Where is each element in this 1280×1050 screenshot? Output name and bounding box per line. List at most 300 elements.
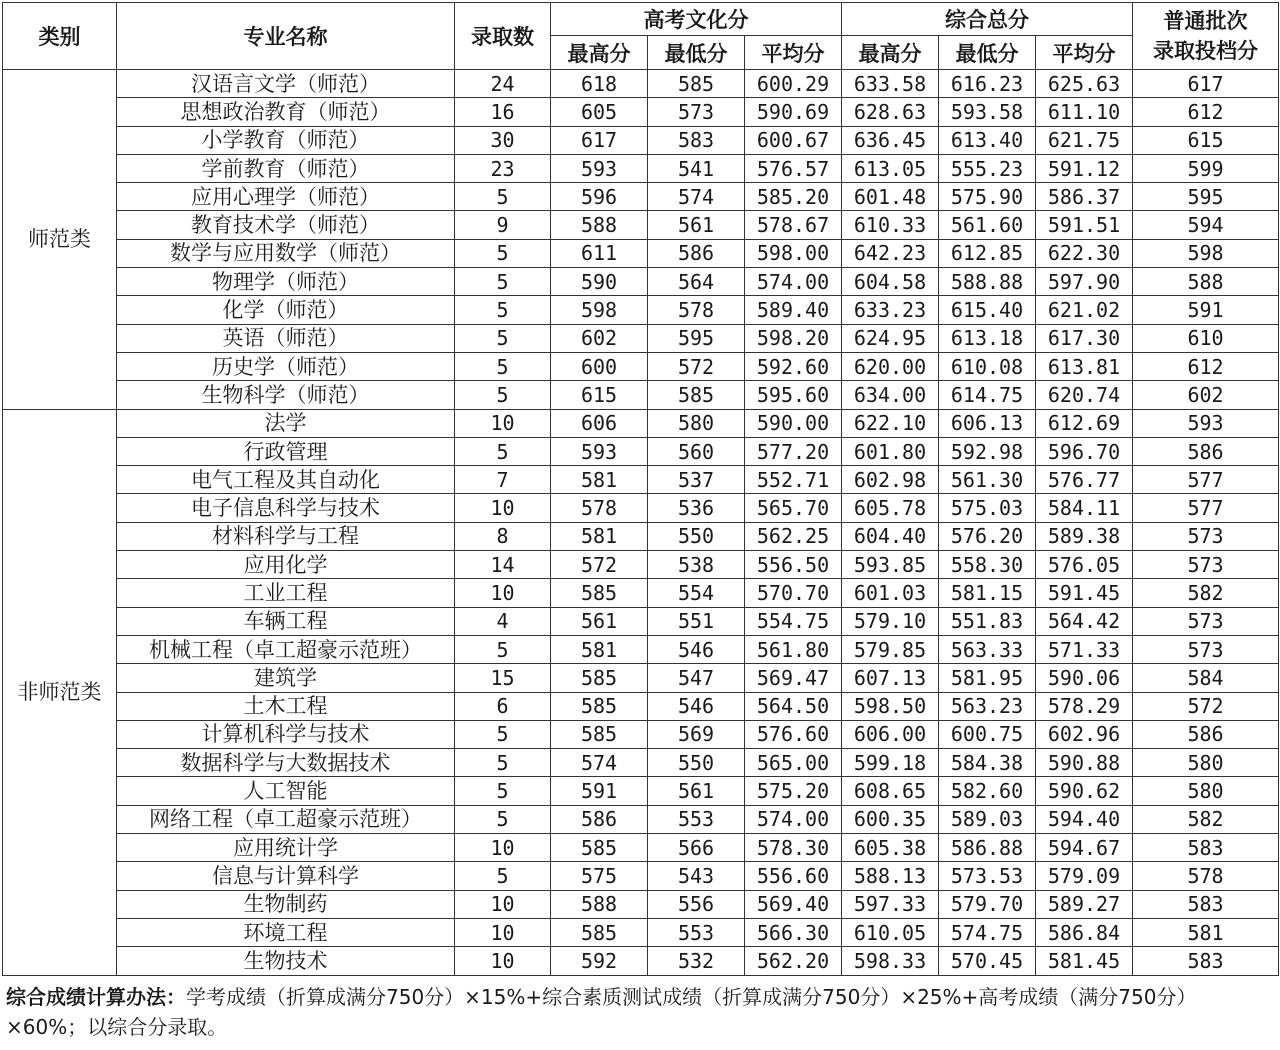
- composite-avg-cell: 594.40: [1036, 805, 1133, 833]
- gaokao-max-cell: 598: [551, 296, 648, 324]
- composite-max-cell: 607.13: [842, 664, 939, 692]
- composite-avg-cell: 576.05: [1036, 551, 1133, 579]
- table-row: [3, 522, 1279, 550]
- gaokao-min-cell: 561: [648, 777, 745, 805]
- batch-score-cell: 598: [1133, 239, 1279, 267]
- gaokao-max-cell: 586: [551, 805, 648, 833]
- gaokao-min-cell: 551: [648, 607, 745, 635]
- table-row: [3, 692, 1279, 720]
- composite-min-cell: 613.40: [939, 126, 1036, 154]
- header-gaokao-max: 最高分: [551, 36, 648, 70]
- composite-min-cell: 589.03: [939, 805, 1036, 833]
- major-cell: 化学（师范）: [117, 296, 455, 324]
- header-composite-min: 最低分: [939, 36, 1036, 70]
- gaokao-min-cell: 537: [648, 466, 745, 494]
- composite-min-cell: 575.90: [939, 183, 1036, 211]
- composite-max-cell: 620.00: [842, 352, 939, 380]
- admitted-cell: 23: [455, 154, 551, 182]
- table-row: [3, 409, 1279, 437]
- gaokao-avg-cell: 554.75: [745, 607, 842, 635]
- table-row: [3, 918, 1279, 946]
- table-row: [3, 126, 1279, 154]
- header-batch-score: [1133, 3, 1279, 70]
- gaokao-avg-cell: 600.67: [745, 126, 842, 154]
- batch-score-cell: 595: [1133, 183, 1279, 211]
- admitted-cell: 5: [455, 324, 551, 352]
- major-cell: 计算机科学与技术: [117, 720, 455, 748]
- gaokao-min-cell: 550: [648, 749, 745, 777]
- gaokao-avg-cell: 598.00: [745, 239, 842, 267]
- composite-min-cell: 570.45: [939, 947, 1036, 975]
- composite-avg-cell: 586.37: [1036, 183, 1133, 211]
- admitted-cell: 5: [455, 862, 551, 890]
- major-cell: 电子信息科学与技术: [117, 494, 455, 522]
- admitted-cell: 8: [455, 522, 551, 550]
- gaokao-max-cell: 585: [551, 720, 648, 748]
- table-row: [3, 494, 1279, 522]
- gaokao-max-cell: 561: [551, 607, 648, 635]
- composite-max-cell: 608.65: [842, 777, 939, 805]
- composite-avg-cell: 611.10: [1036, 98, 1133, 126]
- batch-score-cell: 583: [1133, 947, 1279, 975]
- major-cell: 应用统计学: [117, 834, 455, 862]
- gaokao-avg-cell: 574.00: [745, 268, 842, 296]
- table-row: [3, 70, 1279, 98]
- major-cell: 生物科学（师范）: [117, 381, 455, 409]
- major-cell: 土木工程: [117, 692, 455, 720]
- header-composite-group: 综合总分: [842, 3, 1133, 36]
- gaokao-max-cell: 615: [551, 381, 648, 409]
- major-cell: 人工智能: [117, 777, 455, 805]
- admitted-cell: 5: [455, 777, 551, 805]
- gaokao-avg-cell: 564.50: [745, 692, 842, 720]
- gaokao-min-cell: 561: [648, 211, 745, 239]
- major-cell: 生物制药: [117, 890, 455, 918]
- major-cell: 行政管理: [117, 437, 455, 465]
- gaokao-min-cell: 553: [648, 805, 745, 833]
- major-cell: 数据科学与大数据技术: [117, 749, 455, 777]
- gaokao-min-cell: 547: [648, 664, 745, 692]
- admission-score-table: [2, 2, 1279, 976]
- gaokao-max-cell: 591: [551, 777, 648, 805]
- category-cell: 非师范类: [3, 409, 117, 975]
- composite-max-cell: 593.85: [842, 551, 939, 579]
- composite-avg-cell: 621.75: [1036, 126, 1133, 154]
- composite-avg-cell: 612.69: [1036, 409, 1133, 437]
- admitted-cell: 5: [455, 296, 551, 324]
- gaokao-avg-cell: 562.25: [745, 522, 842, 550]
- category-cell: 师范类: [3, 70, 117, 410]
- composite-avg-cell: 625.63: [1036, 70, 1133, 98]
- gaokao-max-cell: 585: [551, 664, 648, 692]
- gaokao-max-cell: 593: [551, 154, 648, 182]
- composite-max-cell: 601.80: [842, 437, 939, 465]
- table-header: [3, 3, 1279, 70]
- composite-min-cell: 612.85: [939, 239, 1036, 267]
- gaokao-avg-cell: 592.60: [745, 352, 842, 380]
- calculation-footnote: [6, 982, 1268, 1042]
- gaokao-max-cell: 605: [551, 98, 648, 126]
- batch-score-cell: 581: [1133, 918, 1279, 946]
- table-row: [3, 635, 1279, 663]
- batch-score-cell: 583: [1133, 890, 1279, 918]
- composite-min-cell: 582.60: [939, 777, 1036, 805]
- table-row: [3, 749, 1279, 777]
- composite-min-cell: 615.40: [939, 296, 1036, 324]
- composite-min-cell: 614.75: [939, 381, 1036, 409]
- composite-max-cell: 605.38: [842, 834, 939, 862]
- table-row: [3, 579, 1279, 607]
- composite-max-cell: 628.63: [842, 98, 939, 126]
- composite-max-cell: 600.35: [842, 805, 939, 833]
- composite-max-cell: 624.95: [842, 324, 939, 352]
- composite-min-cell: 586.88: [939, 834, 1036, 862]
- gaokao-min-cell: 541: [648, 154, 745, 182]
- table-row: [3, 720, 1279, 748]
- major-cell: 物理学（师范）: [117, 268, 455, 296]
- gaokao-avg-cell: 590.69: [745, 98, 842, 126]
- gaokao-avg-cell: 598.20: [745, 324, 842, 352]
- gaokao-max-cell: 611: [551, 239, 648, 267]
- composite-min-cell: 574.75: [939, 918, 1036, 946]
- batch-score-cell: 580: [1133, 777, 1279, 805]
- header-composite-avg: 平均分: [1036, 36, 1133, 70]
- gaokao-max-cell: 572: [551, 551, 648, 579]
- composite-max-cell: 633.58: [842, 70, 939, 98]
- batch-score-cell: 578: [1133, 862, 1279, 890]
- gaokao-avg-cell: 575.20: [745, 777, 842, 805]
- composite-avg-cell: 581.45: [1036, 947, 1133, 975]
- header-category: 类别: [3, 3, 117, 70]
- gaokao-max-cell: 593: [551, 437, 648, 465]
- major-cell: 机械工程（卓工超豪示范班）: [117, 635, 455, 663]
- batch-score-cell: 591: [1133, 296, 1279, 324]
- table-row: [3, 834, 1279, 862]
- table-row: [3, 239, 1279, 267]
- admitted-cell: 10: [455, 918, 551, 946]
- batch-score-cell: 612: [1133, 352, 1279, 380]
- composite-min-cell: 573.53: [939, 862, 1036, 890]
- composite-min-cell: 561.30: [939, 466, 1036, 494]
- composite-max-cell: 602.98: [842, 466, 939, 494]
- gaokao-min-cell: 578: [648, 296, 745, 324]
- batch-score-cell: 573: [1133, 551, 1279, 579]
- batch-score-cell: 580: [1133, 749, 1279, 777]
- admitted-cell: 5: [455, 352, 551, 380]
- composite-min-cell: 610.08: [939, 352, 1036, 380]
- composite-max-cell: 579.85: [842, 635, 939, 663]
- composite-max-cell: 604.58: [842, 268, 939, 296]
- composite-max-cell: 597.33: [842, 890, 939, 918]
- gaokao-avg-cell: 556.60: [745, 862, 842, 890]
- composite-avg-cell: 597.90: [1036, 268, 1133, 296]
- batch-score-cell: 599: [1133, 154, 1279, 182]
- gaokao-avg-cell: 562.20: [745, 947, 842, 975]
- batch-score-cell: 617: [1133, 70, 1279, 98]
- composite-avg-cell: 591.12: [1036, 154, 1133, 182]
- gaokao-avg-cell: 578.67: [745, 211, 842, 239]
- composite-avg-cell: 591.51: [1036, 211, 1133, 239]
- batch-score-cell: 573: [1133, 607, 1279, 635]
- admitted-cell: 10: [455, 579, 551, 607]
- gaokao-min-cell: 546: [648, 635, 745, 663]
- gaokao-avg-cell: 595.60: [745, 381, 842, 409]
- gaokao-max-cell: 581: [551, 635, 648, 663]
- composite-max-cell: 636.45: [842, 126, 939, 154]
- composite-max-cell: 613.05: [842, 154, 939, 182]
- gaokao-max-cell: 581: [551, 522, 648, 550]
- composite-avg-cell: 622.30: [1036, 239, 1133, 267]
- major-cell: 环境工程: [117, 918, 455, 946]
- admitted-cell: 16: [455, 98, 551, 126]
- major-cell: 应用心理学（师范）: [117, 183, 455, 211]
- major-cell: 电气工程及其自动化: [117, 466, 455, 494]
- admitted-cell: 5: [455, 720, 551, 748]
- composite-min-cell: 563.33: [939, 635, 1036, 663]
- table-row: [3, 324, 1279, 352]
- composite-max-cell: 598.50: [842, 692, 939, 720]
- composite-min-cell: 600.75: [939, 720, 1036, 748]
- gaokao-avg-cell: 565.70: [745, 494, 842, 522]
- gaokao-max-cell: 606: [551, 409, 648, 437]
- gaokao-max-cell: 585: [551, 692, 648, 720]
- composite-max-cell: 588.13: [842, 862, 939, 890]
- composite-avg-cell: 578.29: [1036, 692, 1133, 720]
- composite-avg-cell: 579.09: [1036, 862, 1133, 890]
- gaokao-max-cell: 617: [551, 126, 648, 154]
- composite-min-cell: 576.20: [939, 522, 1036, 550]
- admitted-cell: 5: [455, 268, 551, 296]
- batch-score-cell: 573: [1133, 522, 1279, 550]
- gaokao-max-cell: 588: [551, 211, 648, 239]
- composite-min-cell: 606.13: [939, 409, 1036, 437]
- batch-score-cell: 588: [1133, 268, 1279, 296]
- gaokao-avg-cell: 577.20: [745, 437, 842, 465]
- composite-avg-cell: 620.74: [1036, 381, 1133, 409]
- gaokao-max-cell: 600: [551, 352, 648, 380]
- gaokao-avg-cell: 566.30: [745, 918, 842, 946]
- table-row: [3, 183, 1279, 211]
- composite-min-cell: 563.23: [939, 692, 1036, 720]
- table-row: [3, 154, 1279, 182]
- major-cell: 汉语言文学（师范）: [117, 70, 455, 98]
- gaokao-avg-cell: 576.57: [745, 154, 842, 182]
- composite-min-cell: 616.23: [939, 70, 1036, 98]
- gaokao-max-cell: 581: [551, 466, 648, 494]
- major-cell: 应用化学: [117, 551, 455, 579]
- table-row: [3, 607, 1279, 635]
- major-cell: 工业工程: [117, 579, 455, 607]
- composite-avg-cell: 617.30: [1036, 324, 1133, 352]
- admitted-cell: 7: [455, 466, 551, 494]
- table-row: [3, 352, 1279, 380]
- composite-avg-cell: 584.11: [1036, 494, 1133, 522]
- composite-max-cell: 598.33: [842, 947, 939, 975]
- gaokao-avg-cell: 561.80: [745, 635, 842, 663]
- composite-max-cell: 610.33: [842, 211, 939, 239]
- composite-max-cell: 633.23: [842, 296, 939, 324]
- batch-score-cell: 577: [1133, 466, 1279, 494]
- gaokao-min-cell: 595: [648, 324, 745, 352]
- composite-min-cell: 551.83: [939, 607, 1036, 635]
- composite-min-cell: 588.88: [939, 268, 1036, 296]
- batch-score-cell: 582: [1133, 579, 1279, 607]
- composite-avg-cell: 596.70: [1036, 437, 1133, 465]
- composite-avg-cell: 591.45: [1036, 579, 1133, 607]
- admitted-cell: 5: [455, 635, 551, 663]
- composite-avg-cell: 590.06: [1036, 664, 1133, 692]
- gaokao-min-cell: 573: [648, 98, 745, 126]
- batch-score-cell: 610: [1133, 324, 1279, 352]
- batch-score-cell: 612: [1133, 98, 1279, 126]
- major-cell: 小学教育（师范）: [117, 126, 455, 154]
- composite-min-cell: 561.60: [939, 211, 1036, 239]
- table-row: [3, 551, 1279, 579]
- gaokao-max-cell: 618: [551, 70, 648, 98]
- batch-score-cell: 602: [1133, 381, 1279, 409]
- gaokao-max-cell: 590: [551, 268, 648, 296]
- major-cell: 英语（师范）: [117, 324, 455, 352]
- table-row: [3, 211, 1279, 239]
- gaokao-min-cell: 564: [648, 268, 745, 296]
- header-batch-line-1: 普通批次: [1163, 9, 1248, 33]
- footnote-text: 学考成绩（折算成满分750分）×15%+综合素质测试成绩（折算成满分750分）×25%+高考成绩（满分750分）×60%；以综合分录取。: [6, 984, 1197, 1039]
- composite-max-cell: 610.05: [842, 918, 939, 946]
- composite-max-cell: 634.00: [842, 381, 939, 409]
- batch-score-cell: 615: [1133, 126, 1279, 154]
- major-cell: 网络工程（卓工超豪示范班）: [117, 805, 455, 833]
- table-row: [3, 664, 1279, 692]
- gaokao-avg-cell: 565.00: [745, 749, 842, 777]
- gaokao-avg-cell: 570.70: [745, 579, 842, 607]
- composite-avg-cell: 586.84: [1036, 918, 1133, 946]
- batch-score-cell: 593: [1133, 409, 1279, 437]
- gaokao-avg-cell: 576.60: [745, 720, 842, 748]
- gaokao-min-cell: 583: [648, 126, 745, 154]
- table-row: [3, 296, 1279, 324]
- table-row: [3, 381, 1279, 409]
- major-cell: 建筑学: [117, 664, 455, 692]
- gaokao-min-cell: 550: [648, 522, 745, 550]
- batch-score-cell: 594: [1133, 211, 1279, 239]
- composite-min-cell: 575.03: [939, 494, 1036, 522]
- gaokao-max-cell: 596: [551, 183, 648, 211]
- admitted-cell: 9: [455, 211, 551, 239]
- table-body: [3, 70, 1279, 976]
- gaokao-avg-cell: 574.00: [745, 805, 842, 833]
- gaokao-max-cell: 588: [551, 890, 648, 918]
- composite-avg-cell: 589.38: [1036, 522, 1133, 550]
- header-gaokao-group: 高考文化分: [551, 3, 842, 36]
- batch-score-cell: 586: [1133, 720, 1279, 748]
- admitted-cell: 5: [455, 749, 551, 777]
- major-cell: 学前教育（师范）: [117, 154, 455, 182]
- major-cell: 数学与应用数学（师范）: [117, 239, 455, 267]
- composite-avg-cell: 590.62: [1036, 777, 1133, 805]
- composite-avg-cell: 621.02: [1036, 296, 1133, 324]
- composite-avg-cell: 576.77: [1036, 466, 1133, 494]
- composite-max-cell: 579.10: [842, 607, 939, 635]
- gaokao-max-cell: 578: [551, 494, 648, 522]
- composite-avg-cell: 589.27: [1036, 890, 1133, 918]
- gaokao-min-cell: 569: [648, 720, 745, 748]
- table-row: [3, 805, 1279, 833]
- gaokao-min-cell: 538: [648, 551, 745, 579]
- header-admitted: 录取数: [455, 3, 551, 70]
- gaokao-max-cell: 602: [551, 324, 648, 352]
- gaokao-avg-cell: 589.40: [745, 296, 842, 324]
- gaokao-min-cell: 586: [648, 239, 745, 267]
- composite-max-cell: 601.48: [842, 183, 939, 211]
- admitted-cell: 30: [455, 126, 551, 154]
- gaokao-min-cell: 572: [648, 352, 745, 380]
- composite-min-cell: 555.23: [939, 154, 1036, 182]
- gaokao-min-cell: 543: [648, 862, 745, 890]
- major-cell: 生物技术: [117, 947, 455, 975]
- batch-score-cell: 577: [1133, 494, 1279, 522]
- composite-min-cell: 584.38: [939, 749, 1036, 777]
- composite-max-cell: 622.10: [842, 409, 939, 437]
- gaokao-max-cell: 592: [551, 947, 648, 975]
- gaokao-avg-cell: 556.50: [745, 551, 842, 579]
- admitted-cell: 5: [455, 805, 551, 833]
- table-row: [3, 890, 1279, 918]
- table-row: [3, 466, 1279, 494]
- admitted-cell: 4: [455, 607, 551, 635]
- gaokao-min-cell: 553: [648, 918, 745, 946]
- header-gaokao-avg: 平均分: [745, 36, 842, 70]
- composite-avg-cell: 613.81: [1036, 352, 1133, 380]
- batch-score-cell: 586: [1133, 437, 1279, 465]
- batch-score-cell: 584: [1133, 664, 1279, 692]
- composite-min-cell: 581.95: [939, 664, 1036, 692]
- major-cell: 车辆工程: [117, 607, 455, 635]
- admitted-cell: 24: [455, 70, 551, 98]
- table-row: [3, 862, 1279, 890]
- major-cell: 材料科学与工程: [117, 522, 455, 550]
- composite-avg-cell: 564.42: [1036, 607, 1133, 635]
- gaokao-min-cell: 585: [648, 381, 745, 409]
- admitted-cell: 14: [455, 551, 551, 579]
- gaokao-min-cell: 554: [648, 579, 745, 607]
- header-batch-line-2: 录取投档分: [1153, 39, 1259, 63]
- admitted-cell: 15: [455, 664, 551, 692]
- admitted-cell: 10: [455, 890, 551, 918]
- table-row: [3, 437, 1279, 465]
- gaokao-max-cell: 574: [551, 749, 648, 777]
- composite-min-cell: 592.98: [939, 437, 1036, 465]
- admitted-cell: 5: [455, 183, 551, 211]
- gaokao-max-cell: 585: [551, 834, 648, 862]
- gaokao-min-cell: 580: [648, 409, 745, 437]
- composite-max-cell: 599.18: [842, 749, 939, 777]
- header-composite-max: 最高分: [842, 36, 939, 70]
- major-cell: 信息与计算科学: [117, 862, 455, 890]
- admitted-cell: 10: [455, 494, 551, 522]
- batch-score-cell: 573: [1133, 635, 1279, 663]
- footnote-label: 综合成绩计算办法：: [6, 984, 186, 1009]
- composite-max-cell: 604.40: [842, 522, 939, 550]
- admitted-cell: 10: [455, 834, 551, 862]
- gaokao-min-cell: 536: [648, 494, 745, 522]
- gaokao-min-cell: 566: [648, 834, 745, 862]
- gaokao-min-cell: 556: [648, 890, 745, 918]
- gaokao-avg-cell: 552.71: [745, 466, 842, 494]
- composite-max-cell: 601.03: [842, 579, 939, 607]
- table-row: [3, 777, 1279, 805]
- gaokao-avg-cell: 590.00: [745, 409, 842, 437]
- major-cell: 教育技术学（师范）: [117, 211, 455, 239]
